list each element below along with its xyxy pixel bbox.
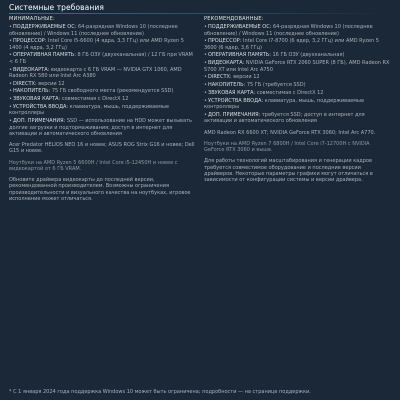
minimum-heading: МИНИМАЛЬНЫЕ: [9,16,55,22]
requirement-line [204,38,391,51]
requirement-value: 75 ГБ (требуется SSD) [246,82,306,89]
requirement-line [9,67,196,80]
minimum-column [9,16,196,384]
requirement-value: Intel Core i5-6600 (4 ядра, 3,3 ГГц) или AMD Ryzen 5 1400 (4 ядра, 3,2 ГГц) [9,38,184,51]
requirement-note: Ноутбуки на AMD Ryzen 7 6800H / Intel Core i7-12700H с NVIDIA GeForce RTX 3060 и выше. [204,140,370,153]
recommended-list [204,24,391,124]
requirement-line [204,52,391,58]
requirement-value: NVIDIA GeForce RTX 2060 SUPER (8 ГБ), AMD Radeon RX 5700 XT или Intel Arc A750 [204,60,390,73]
requirement-label: ПРОЦЕССОР: [208,38,242,45]
requirement-line [9,81,196,87]
requirement-label: DIRECTX: [208,74,232,81]
requirement-value: совместимая с DirectX 12 [61,96,129,103]
requirement-value: версии 12 [233,74,260,81]
requirement-note: Обновите драйвера видеокарты до последней версии, рекомендованной производителем. Возможны ограничения производительности и визуального качества на ноутбуках, игровое исполнение может отличаться. [9,177,191,202]
requirement-line [204,60,391,73]
requirement-value: клавиатура, мышь, поддерживаемые контроллеры [204,97,365,111]
minimum-notes [9,142,196,202]
bullet-icon: • [9,80,12,87]
requirement-line [204,90,391,96]
recommended-notes [204,130,391,184]
bullet-icon: • [204,90,207,97]
bullet-icon: • [9,24,12,31]
requirement-line [9,52,196,65]
bullet-icon: • [204,38,207,45]
requirement-line [9,104,196,117]
requirements-columns [9,16,392,384]
recommended-heading: РЕКОМЕНДОВАННЫЕ: [204,16,264,22]
requirement-label: ОПЕРАТИВНАЯ ПАМЯТЬ: [13,52,76,59]
requirement-label: ВИДЕОКАРТА: [208,60,245,67]
bullet-icon: • [204,52,207,59]
requirement-note: Ноутбуки на AMD Ryzen 5 6600H / Intel Core i5-12450H и новее с видеокартой от 6 ГБ VRAM. [9,159,178,172]
requirement-value: 64-разрядная Windows 10 (последнее обновление) / Windows 11 (последнее обновление) [204,24,373,37]
requirement-value: совместимая с DirectX 12 [256,90,324,97]
requirement-line [204,98,391,111]
requirement-label: УСТРОЙСТВА ВВОДА: [13,104,69,111]
requirement-label: ДОП. ПРИМЕЧАНИЯ: [208,112,261,118]
section-title: Системные требования [9,3,104,12]
requirement-line [204,82,391,88]
requirement-line [9,24,196,37]
recommended-column [204,16,391,384]
requirement-value: 64-разрядная Windows 10 (последнее обновление) / Windows 11 (последнее обновление) [9,24,178,37]
bullet-icon: • [204,74,207,81]
bullet-icon: • [204,60,207,67]
bullet-icon: • [9,96,12,103]
bullet-icon: • [9,38,12,45]
requirement-line [9,88,196,94]
requirement-value: Intel Core i7-8700 (6 ядер, 3,2 ГГц) или AMD Ryzen 5 3600 (6 ядер, 3,6 ГГц) [204,38,379,51]
bullet-icon: • [9,88,12,95]
bullet-icon: • [204,112,207,118]
requirement-label: НАКОПИТЕЛЬ: [13,88,51,95]
requirement-label: НАКОПИТЕЛЬ: [208,82,246,89]
requirement-value: клавиатура, мышь, поддерживаемые контроллеры [9,104,170,117]
bullet-icon: • [9,118,12,125]
requirement-label: ОПЕРАТИВНАЯ ПАМЯТЬ: [208,52,271,59]
requirement-value: SSD — использование на HDD может вызывать долгие загрузки и подтормаживания; доступ в интернет для активации и автоматического обновления [9,118,192,137]
requirement-label: ЗВУКОВАЯ КАРТА: [208,90,256,97]
minimum-list [9,24,196,137]
requirement-line [9,38,196,51]
requirement-value: 16 ГБ ОЗУ (двухканальная) [272,52,345,59]
requirement-label: ПОДДЕРЖИВАЕМЫЕ ОС: [13,24,77,31]
title-divider [9,13,392,14]
requirement-note: AMD Radeon RX 6600 XT; NVIDIA GeForce RTX 3060; Intel Arc A770. [204,129,376,136]
requirement-label: DIRECTX: [13,80,37,87]
requirement-note: Для работы технологий масштабирования и генерации кадров требуется совместимое оборудование и последние версии драйверов. Некоторые параметры графики могут отличаться в зависимости от конфигурации системы и версии драйвера. [204,158,373,183]
requirement-value: версии 12 [38,80,65,87]
requirement-value: 75 ГБ свободного места (рекомендуется SSD) [51,88,174,95]
requirement-line [9,118,196,137]
bullet-icon: • [9,104,12,111]
requirement-line [9,96,196,102]
requirement-value: требуется SSD; доступ в интернет для активации и автоматического обновления [204,112,365,125]
requirement-line [204,24,391,37]
requirement-note: Acer Predator HELIOS NEO 16 и новее; ASUS ROG Strix G16 и новее; Dell G15 и новее. [9,142,195,155]
bullet-icon: • [204,97,207,104]
footer-note: * С 1 января 2024 года поддержка Windows 10 может быть ограничена; подробности — на странице поддержки. [9,389,311,395]
requirement-label: УСТРОЙСТВА ВВОДА: [208,97,264,104]
requirement-label: ПРОЦЕССОР: [13,38,47,45]
bullet-icon: • [204,24,207,31]
requirement-label: ДОП. ПРИМЕЧАНИЯ: [13,118,66,125]
requirement-label: ПОДДЕРЖИВАЕМЫЕ ОС: [208,24,272,31]
requirement-label: ВИДЕОКАРТА: [13,66,50,73]
requirement-line [204,74,391,80]
requirement-value: видеокарта с 6 ГБ VRAM — NVIDIA GTX 1060, AMD Radeon RX 580 или Intel Arc A380 [9,66,182,79]
bullet-icon: • [204,82,207,89]
requirement-line [204,112,391,125]
requirement-label: ЗВУКОВАЯ КАРТА: [13,96,61,103]
bullet-icon: • [9,66,12,73]
requirement-value: 8 ГБ ОЗУ (двухканальная) / 12 ГБ при VRAM < 6 ГБ [9,52,193,65]
bullet-icon: • [9,52,12,59]
